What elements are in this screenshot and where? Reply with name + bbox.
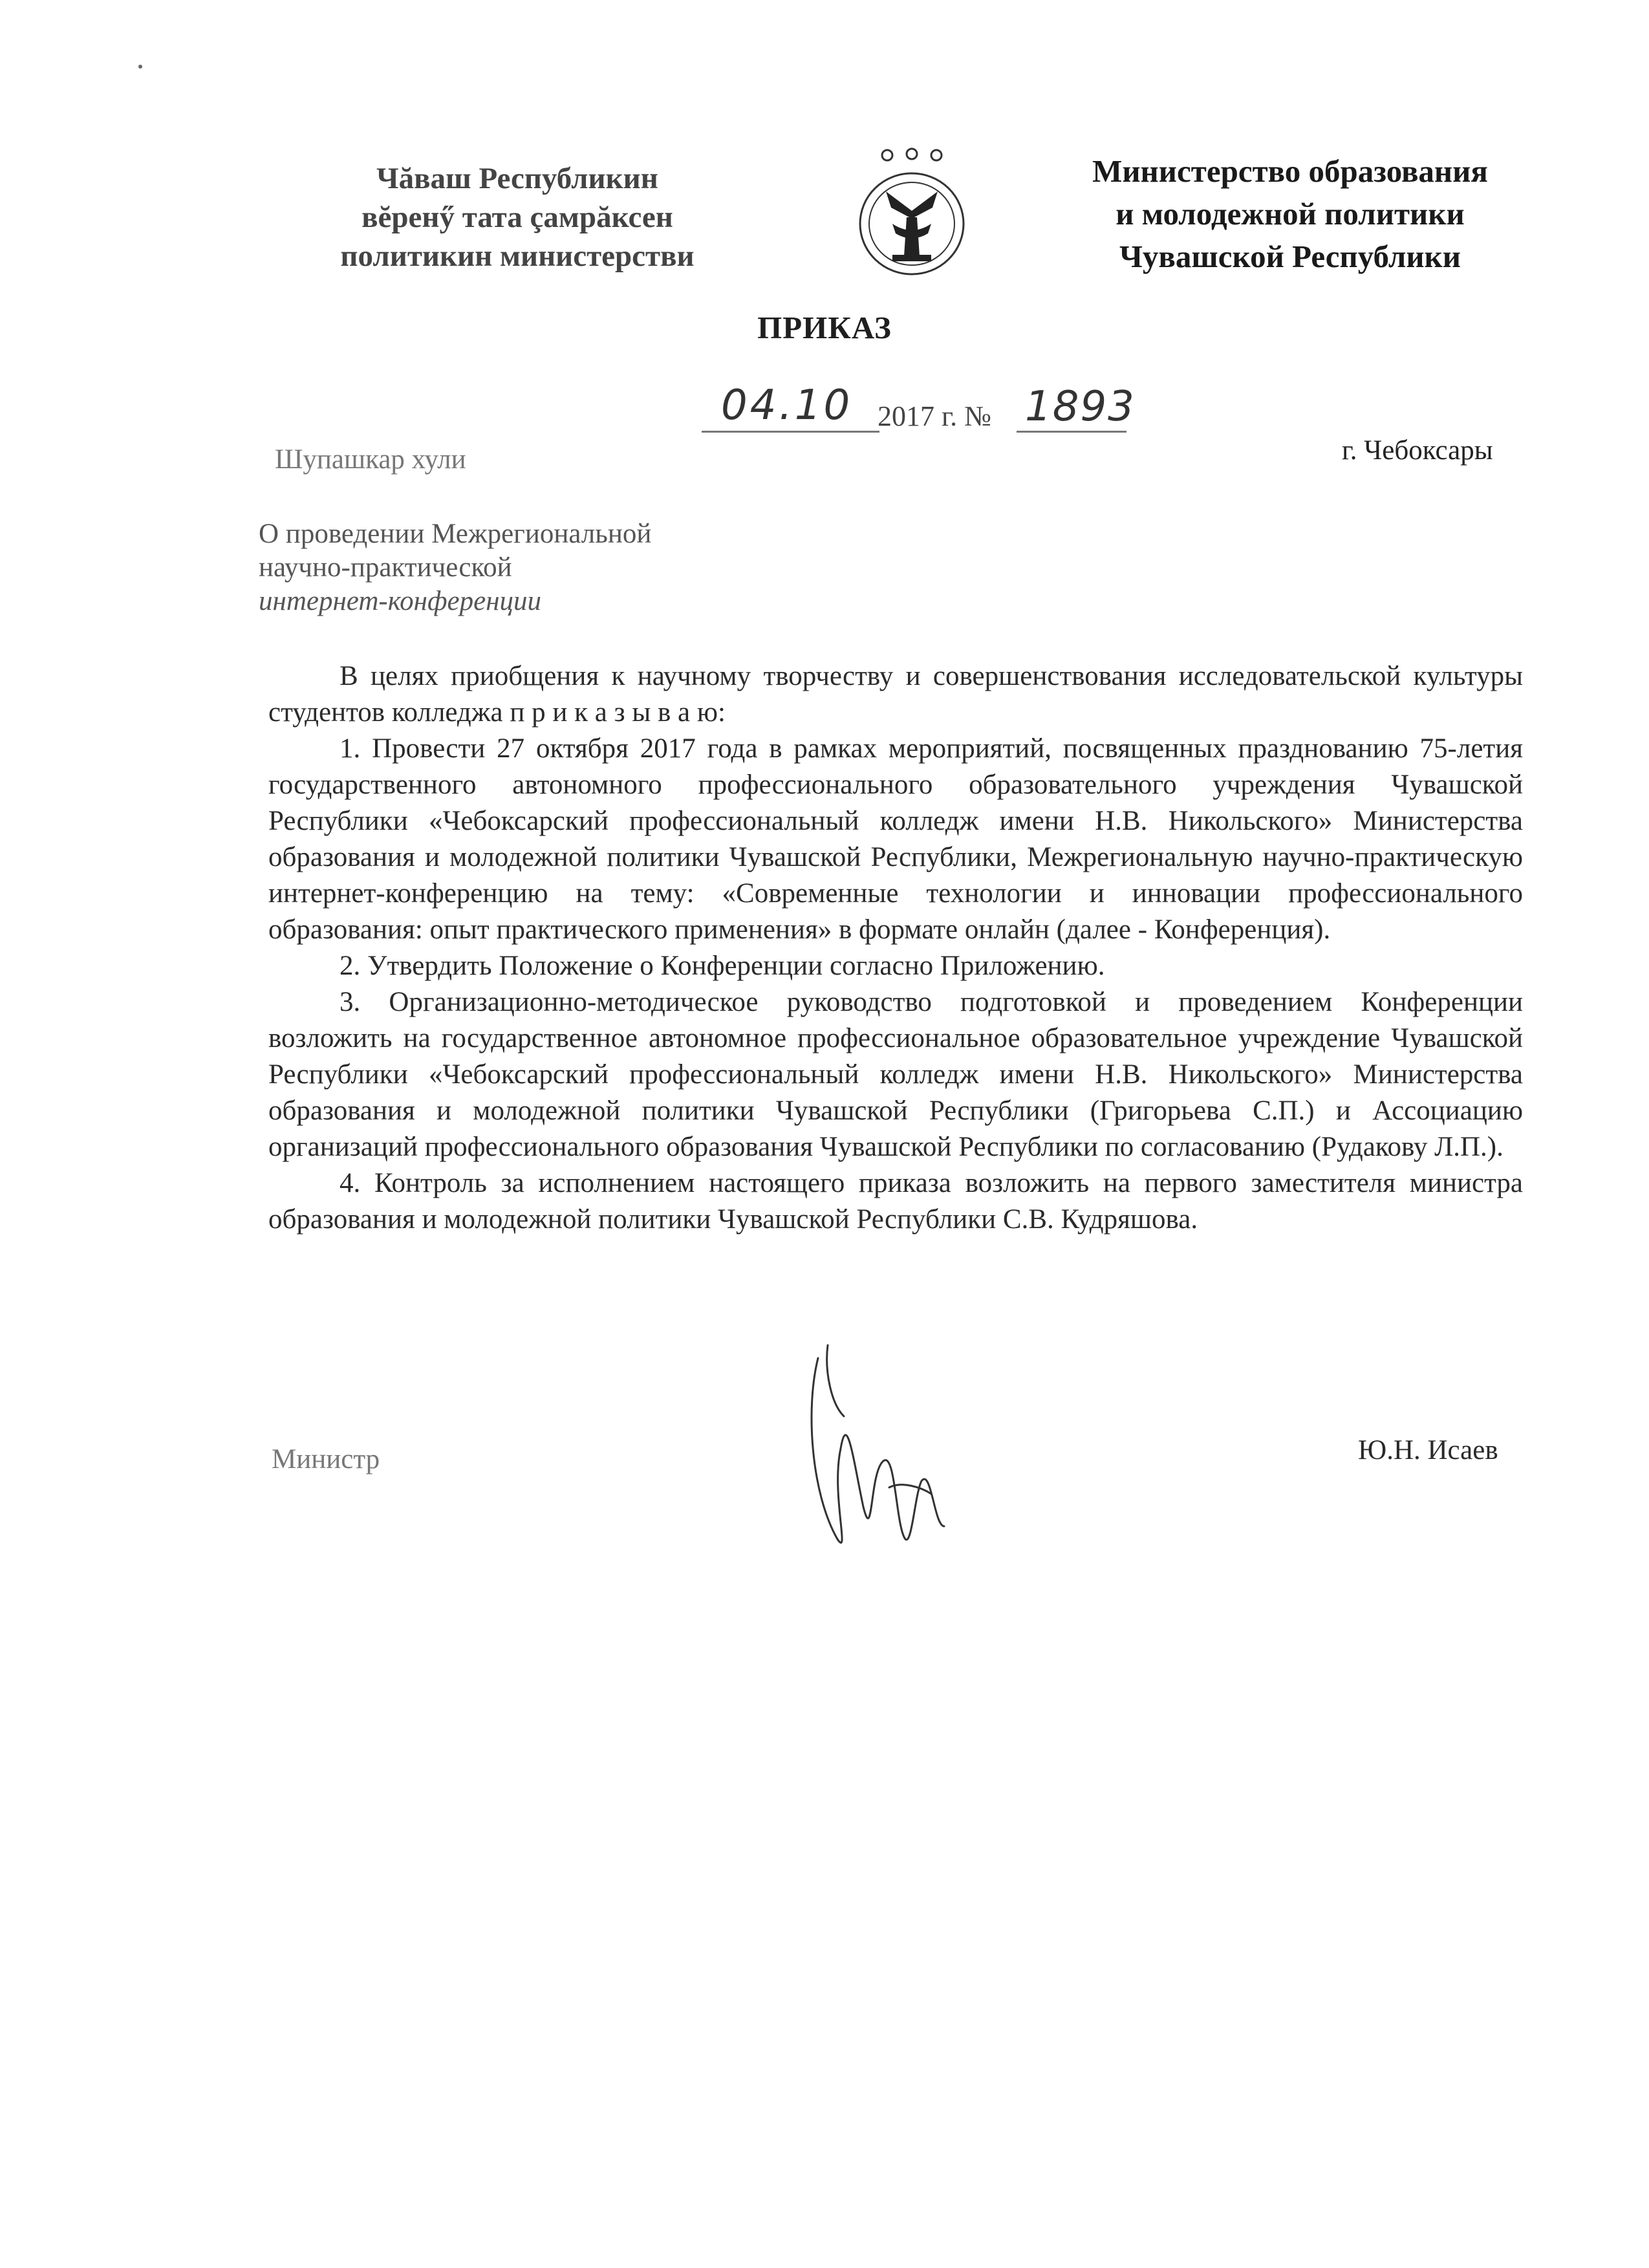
subject-line: научно-практической: [259, 552, 512, 583]
chuvash-republic-emblem-icon: [847, 146, 976, 285]
order-item-2: 2. Утвердить Положение о Конференции согласно Приложению.: [339, 951, 1105, 981]
order-item-3: 3. Организационно-методическое руководство подготовкой и проведением Конференции возложить на государственное автономное профессиональное образовательное учреждение Чувашской Республики «Чебоксарский профессиональный колледж имени Н.В. Никольского» Министерства образования и молодежной политики Чувашской Республики (Григорьева С.П.) и Ассоциацию организаций профессионального образования Чувашской Республики по согласованию (Рудакову Л.П.).: [268, 987, 1523, 1162]
header-chuvash: [285, 159, 750, 275]
order-item-4: 4. Контроль за исполнением настоящего приказа возложить на первого заместителя министра образования и молодежной политики Чувашской Республики С.В. Кудряшова.: [268, 1168, 1523, 1235]
header-russian-line: Чувашской Республики: [1119, 239, 1461, 274]
handwritten-signature: [792, 1332, 960, 1571]
subject-line: О проведении Межрегиональной: [259, 519, 652, 549]
signer-name: Ю.Н. Исаев: [1358, 1435, 1498, 1465]
document-title: ПРИКАЗ: [757, 310, 892, 345]
header-russian-line: и молодежной политики: [1116, 196, 1465, 232]
city-chuvash: Шупашкар хули: [275, 444, 466, 475]
date-number-line: [702, 382, 1141, 440]
order-subject: [259, 517, 841, 618]
number-underline: [1017, 431, 1126, 433]
handwritten-date: 04.10: [721, 382, 853, 429]
header-chuvash-line: Чăваш Республикин: [376, 162, 658, 195]
scan-speck: [138, 65, 142, 69]
handwritten-number: 1893: [1025, 383, 1136, 431]
preamble-paragraph: В целях приобщения к научному творчеству и совершенствования исследовательской культуры студентов колледжа п р и к а з ы в а ю:: [268, 661, 1523, 728]
signer-position: Министр: [272, 1444, 380, 1474]
header-chuvash-line: вĕренӳ тата çамрăксен: [361, 200, 673, 234]
header-russian: [1057, 150, 1523, 278]
order-item-1: 1. Провести 27 октября 2017 года в рамках мероприятий, посвященных празднованию 75-летия государственного автономного профессионального образовательного учреждения Чувашской Республики «Чебоксарский профессиональный колледж имени Н.В. Никольского» Министерства образования и молодежной политики Чувашской Республики, Межрегиональную научно-практическую интернет-конференцию на тему: «Современные технологии и инновации профессионального образования: опыт практического применения» в формате онлайн (далее - Конференция).: [268, 733, 1523, 945]
header-russian-line: Министерство образования: [1092, 153, 1488, 189]
date-underline: [702, 431, 879, 433]
city-russian: г. Чебоксары: [1342, 435, 1493, 466]
order-body: [268, 658, 1523, 1238]
header-chuvash-line: политикин министерстви: [340, 239, 695, 273]
year-number-label: 2017 г. №: [878, 400, 992, 432]
subject-line: интернет-конференции: [259, 586, 542, 616]
